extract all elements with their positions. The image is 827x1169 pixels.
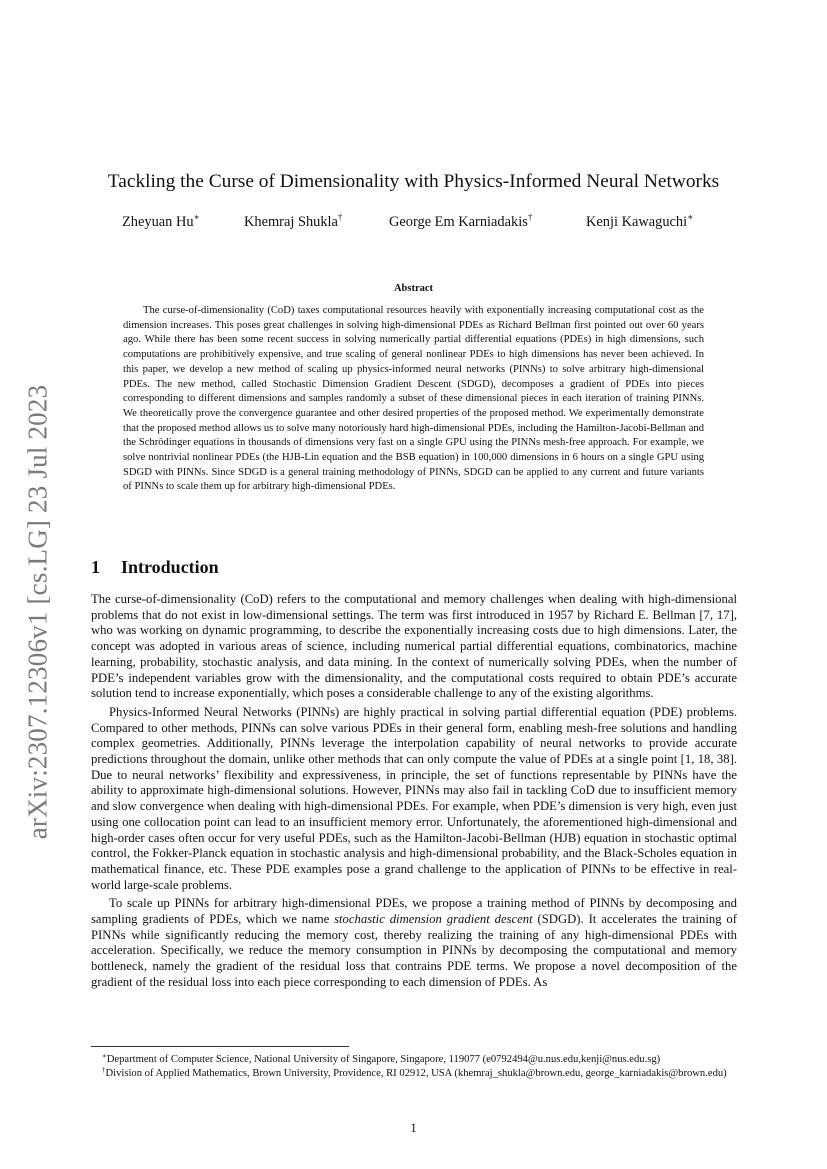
paper-title: Tackling the Curse of Dimensionality with Physics-Informed Neural Networks (107, 171, 720, 192)
author-mark: ∗ (687, 212, 694, 222)
page-number: 1 (410, 1121, 417, 1135)
paragraph: The curse-of-dimensionality (CoD) refers to the computational and memory challenges when dealing with high-dimensional problems that do not exist in low-dimensional settings. The term was first introduced in 1957 by Richard E. Bellman [7, 17], who was working on dynamic programming, to describe the exponentially increasing costs due to high dimensions. Later, the concept was adopted in various areas of science, including numerical partial differential equations, combinatorics, machine learning, probability, stochastic analysis, and data mining. In the context of numerically solving PDEs, when the number of PDE’s independent variables grow with the dimensionality, and the computational costs required to obtain PDE’s accurate solution tend to increase exponentially, which poses a considerable challenge to any of the existing algorithms. (91, 592, 737, 701)
author-mark: † (337, 212, 343, 222)
footnote-rule (91, 1046, 349, 1047)
author-1 (122, 212, 200, 231)
author-3 (389, 212, 532, 231)
author-list (122, 212, 722, 232)
paragraph: Physics-Informed Neural Networks (PINNs) are highly practical in solving partial differential equation (PDE) problems. Compared to other methods, PINNs can solve various PDEs in their general form, enabling mesh-free solutions and handling complex geometries. Additionally, PINNs leverage the interpolation capability of neural networks to provide accurate predictions throughout the domain, unlike other methods that can only compute the value of PDEs at a single point [1, 18, 38]. Due to neural networks’ flexibility and expressiveness, in principle, the set of functions representable by PINNs have the ability to approximate high-dimensional solutions. However, PINNs may also fail in tackling CoD due to insufficient memory and slow convergence when dealing with high-dimensional PDEs. For example, when PDE’s dimension is very high, even just using one collocation point can lead to an insufficient memory error. Unfortunately, the aforementioned high-dimensional and high-order cases often occur for very useful PDEs, such as the Hamilton-Jacobi-Bellman (HJB) equation in stochastic optimal control, the Fokker-Planck equation in stochastic analysis and high-dimensional probability, and the Black-Scholes equation in mathematical finance, etc. These PDE examples pose a grand challenge to the application of PINNs to be effective in real-world large-scale problems. (91, 704, 737, 892)
section-number: 1 (91, 557, 100, 577)
paragraph-text: To scale up PINNs for arbitrary high-dimensional PDEs, we propose a training method of PINNs by decomposing and sampling gradients of PDEs, which we name (91, 896, 737, 927)
footnote-mark: ∗ (102, 1052, 107, 1060)
section-heading (91, 557, 219, 578)
author-mark: ∗ (193, 212, 200, 222)
author-4 (586, 212, 693, 231)
paragraph (91, 896, 737, 990)
abstract-text: The curse-of-dimensionality (CoD) taxes computational resources heavily with exponentially increasing computational cost as the dimension increases. This poses great challenges in solving high-dimensional PDEs as Richard Bellman first pointed out over 60 years ago. While there has been some recent success in solving numerically partial differential equations (PDEs) in high dimensions, such computations are prohibitively expensive, and true scaling of general nonlinear PDEs to high dimensions has never been achieved. In this paper, we develop a new method of scaling up physics-informed neural networks (PINNs) to solve arbitrary high-dimensional PDEs. The new method, called Stochastic Dimension Gradient Descent (SDGD), decomposes a gradient of PDEs into pieces corresponding to different dimensions and samples randomly a subset of these dimensional pieces in each iteration of training PINNs. We theoretically prove the convergence guarantee and other desired properties of the proposed method. We experimentally demonstrate that the proposed method allows us to solve many notoriously hard high-dimensional PDEs, including the Hamilton-Jacobi-Bellman and the Schrödinger equations in thousands of dimensions very fast on a single GPU using the PINNs mesh-free approach. For example, we solve nontrivial nonlinear PDEs (the HJB-Lin equation and the BSB equation) in 100,000 dimensions in 6 hours on a single GPU using SDGD with PINNs. Since SDGD is a general training methodology of PINNs, SDGD can be applied to any current and future variants of PINNs to scale them up for arbitrary high-dimensional PDEs. (123, 305, 704, 493)
section-title: Introduction (121, 557, 219, 577)
author-name: Zheyuan Hu (122, 214, 194, 230)
emphasis-text: stochastic dimension gradient descent (334, 912, 533, 927)
footnote-2 (91, 1064, 737, 1080)
section-body (91, 592, 737, 994)
arxiv-stamp (16, 372, 60, 852)
author-name: Kenji Kawaguchi (586, 214, 688, 230)
footnote-text: Department of Computer Science, National University of Singapore, Singapore, 119077 (e0792494@u.nus.edu,kenji@nus.edu.sg) (106, 1054, 661, 1065)
abstract-heading: Abstract (393, 283, 434, 294)
arxiv-stamp-text: arXiv:2307.12306v1 [cs.LG] 23 Jul 2023 (22, 384, 53, 840)
author-name: George Em Karniadakis (389, 214, 528, 230)
author-2 (244, 212, 342, 231)
author-name: Khemraj Shukla (244, 214, 338, 230)
author-mark: † (527, 212, 533, 222)
footnote-text: Division of Applied Mathematics, Brown University, Providence, RI 02912, USA (khemraj_shukla@brown.edu, george_karniadakis@brown.edu) (105, 1068, 727, 1079)
footnote-mark: † (102, 1066, 106, 1074)
paragraph-text: (SDGD). It accelerates the training of PINNs while significantly reducing the memory cost, thereby realizing the training of any high-dimensional PDEs with acceleration. Specifically, we reduce the memory consumption in PINNs by decomposing the computational and memory bottleneck, namely the gradient of the residual loss that contrains PDE terms. We propose a novel decomposition of the gradient of the residual loss into each piece corresponding to each dimension of PDEs. As (91, 912, 737, 989)
